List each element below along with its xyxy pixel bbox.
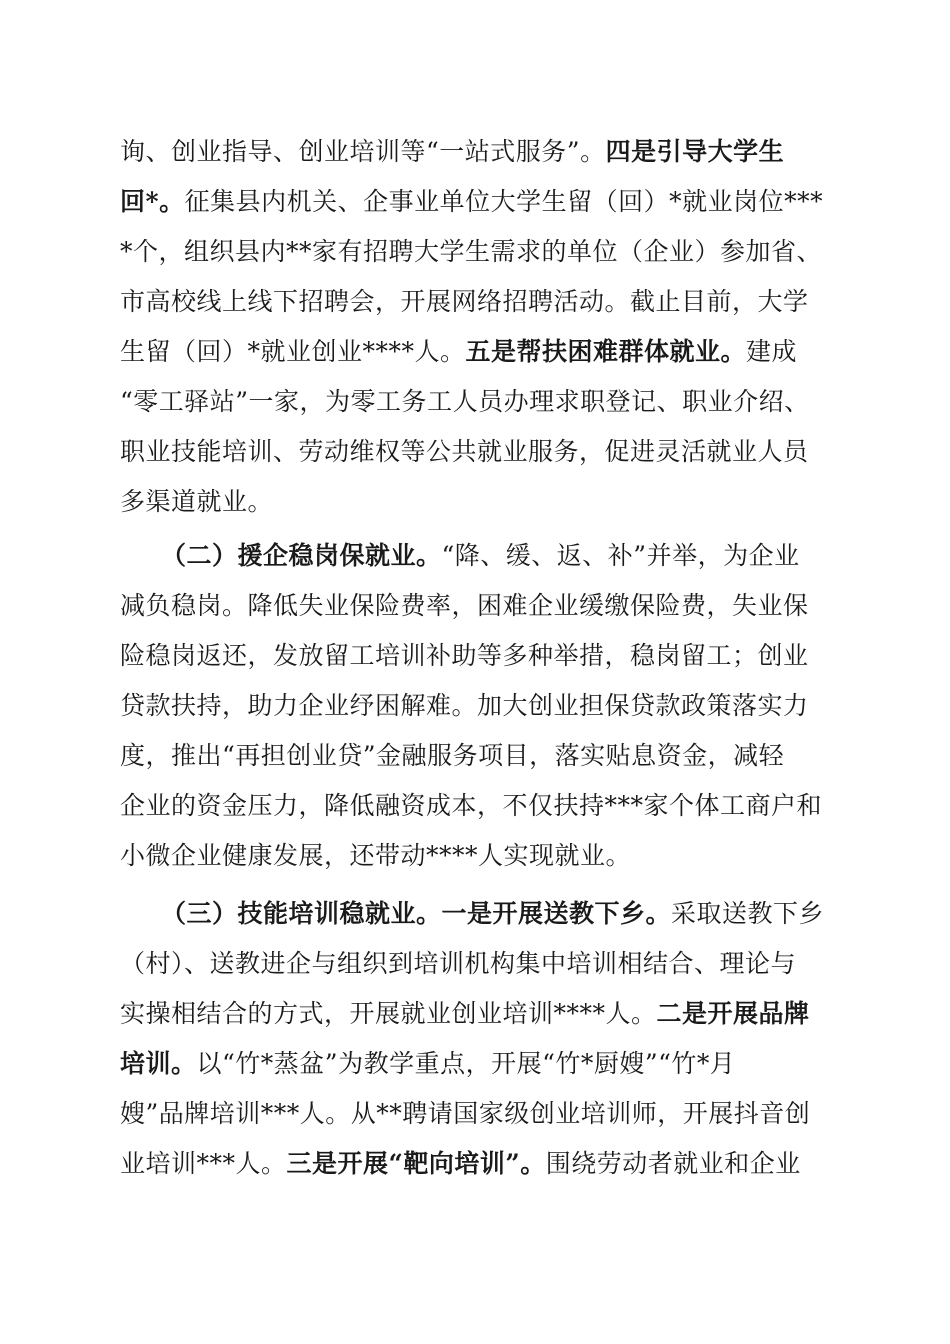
- text-line: *个，组织县内**家有招聘大学生需求的单位（企业）参加省、: [120, 237, 823, 266]
- text-line: 培训。以“竹*蒸盆”为教学重点，开展“竹*厨嫂”“竹*月: [120, 1049, 736, 1078]
- text-line: 多渠道就业。: [120, 487, 274, 516]
- text-line: “零工驿站”一家，为零工务工人员办理求职登记、职业介绍、: [120, 387, 810, 416]
- text-line: 嫂”品牌培训***人。从**聘请国家级创业培训师，开展抖音创: [120, 1099, 811, 1128]
- section-heading-3: （三）技能培训稳就业。一是开展送教下乡。采取送教下乡: [161, 899, 825, 928]
- text-line: 度，推出“再担创业贷”金融服务项目，落实贴息资金，减轻: [120, 741, 785, 770]
- text-line: 回*。征集县内机关、企事业单位大学生留（回）*就业岗位***: [120, 187, 824, 216]
- section-heading-2: （二）援企稳岗保就业。“降、缓、返、补”并举，为企业: [161, 541, 800, 570]
- text-line: 贷款扶持，助力企业纾困解难。加大创业担保贷款政策落实力: [120, 691, 809, 720]
- text-line: 生留（回）*就业创业****人。五是帮扶困难群体就业。建成: [120, 337, 798, 366]
- text-line: 职业技能培训、劳动维权等公共就业服务，促进灵活就业人员: [120, 437, 809, 466]
- text-line: 小微企业健康发展，还带动****人实现就业。: [120, 841, 632, 870]
- text-line: 询、创业指导、创业培训等“一站式服务”。四是引导大学生: [120, 137, 785, 166]
- text-line: 险稳岗返还，发放留工培训补助等多种举措，稳岗留工；创业: [120, 641, 809, 670]
- text-line: 业培训***人。三是开展“靶向培训”。围绕劳动者就业和企业: [120, 1149, 801, 1178]
- text-line: 企业的资金压力，降低融资成本，不仅扶持***家个体工商户和: [120, 791, 823, 820]
- text-line: 市高校线上线下招聘会，开展网络招聘活动。截止目前，大学: [120, 287, 809, 316]
- text-line: 实操相结合的方式，开展就业创业培训****人。二是开展品牌: [120, 999, 810, 1028]
- text-line: 减负稳岗。降低失业保险费率，困难企业缓缴保险费，失业保: [120, 591, 809, 620]
- text-line: （村）、送教进企与组织到培训机构集中培训相结合、理论与: [120, 949, 797, 978]
